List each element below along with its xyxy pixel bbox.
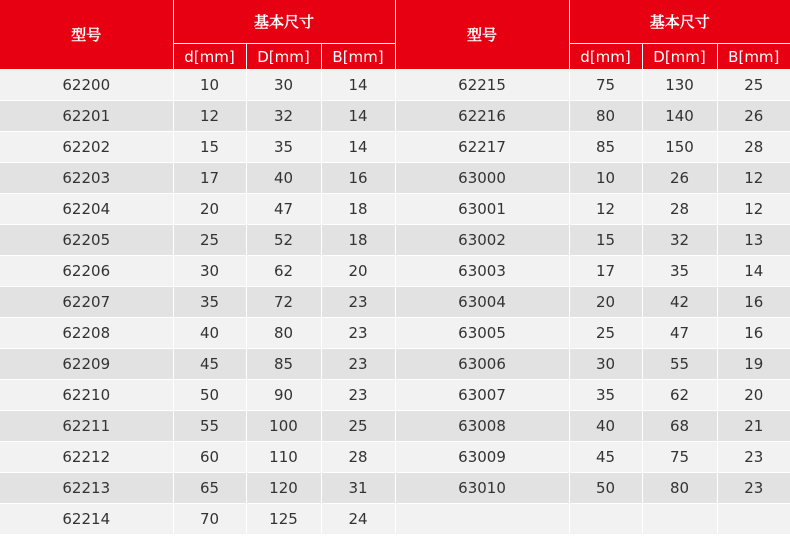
cell-right-d: 75 — [569, 70, 642, 101]
cell-left-model: 62206 — [0, 256, 173, 287]
cell-right-model: 63001 — [395, 194, 569, 225]
cell-left-d: 30 — [173, 256, 246, 287]
cell-right-B: 12 — [717, 194, 790, 225]
cell-left-D: 40 — [246, 163, 321, 194]
cell-right-D: 55 — [642, 349, 717, 380]
cell-left-B: 23 — [321, 318, 395, 349]
cell-left-D: 110 — [246, 442, 321, 473]
cell-right-d: 30 — [569, 349, 642, 380]
cell-left-D: 125 — [246, 504, 321, 535]
cell-right-model: 63000 — [395, 163, 569, 194]
cell-right-B: 26 — [717, 101, 790, 132]
table-row — [0, 225, 790, 256]
cell-right-d: 80 — [569, 101, 642, 132]
cell-right-d: 17 — [569, 256, 642, 287]
cell-right-D: 26 — [642, 163, 717, 194]
cell-left-B: 23 — [321, 380, 395, 411]
cell-right-B: 23 — [717, 473, 790, 504]
cell-left-B: 16 — [321, 163, 395, 194]
table-row — [0, 349, 790, 380]
cell-right-B: 16 — [717, 318, 790, 349]
cell-left-B: 28 — [321, 442, 395, 473]
cell-right-B: 21 — [717, 411, 790, 442]
cell-right-D — [642, 504, 717, 535]
cell-left-model: 62204 — [0, 194, 173, 225]
cell-right-D: 42 — [642, 287, 717, 318]
cell-left-D: 100 — [246, 411, 321, 442]
cell-left-D: 35 — [246, 132, 321, 163]
table-row — [0, 287, 790, 318]
cell-left-d: 40 — [173, 318, 246, 349]
cell-left-d: 60 — [173, 442, 246, 473]
cell-right-D: 150 — [642, 132, 717, 163]
cell-left-model: 62211 — [0, 411, 173, 442]
cell-left-B: 14 — [321, 70, 395, 101]
cell-right-d: 10 — [569, 163, 642, 194]
header-D-right: D[mm] — [642, 44, 717, 70]
cell-right-B: 14 — [717, 256, 790, 287]
cell-right-model: 63003 — [395, 256, 569, 287]
cell-right-model: 63010 — [395, 473, 569, 504]
cell-left-B: 31 — [321, 473, 395, 504]
cell-left-D: 90 — [246, 380, 321, 411]
header-d-left: d[mm] — [173, 44, 246, 70]
cell-left-model: 62208 — [0, 318, 173, 349]
cell-right-B: 16 — [717, 287, 790, 318]
cell-right-D: 80 — [642, 473, 717, 504]
cell-left-D: 72 — [246, 287, 321, 318]
cell-right-d: 85 — [569, 132, 642, 163]
cell-left-d: 50 — [173, 380, 246, 411]
cell-left-d: 17 — [173, 163, 246, 194]
cell-left-model: 62201 — [0, 101, 173, 132]
table-row — [0, 101, 790, 132]
cell-left-D: 52 — [246, 225, 321, 256]
header-B-left: B[mm] — [321, 44, 395, 70]
header-d-right: d[mm] — [569, 44, 642, 70]
cell-right-B: 12 — [717, 163, 790, 194]
header-row-top — [0, 0, 790, 44]
table-row — [0, 70, 790, 101]
cell-left-D: 47 — [246, 194, 321, 225]
cell-right-model: 63002 — [395, 225, 569, 256]
cell-left-D: 120 — [246, 473, 321, 504]
cell-right-D: 28 — [642, 194, 717, 225]
table-row — [0, 380, 790, 411]
cell-left-B: 25 — [321, 411, 395, 442]
cell-left-B: 14 — [321, 101, 395, 132]
cell-right-model — [395, 504, 569, 535]
cell-left-d: 65 — [173, 473, 246, 504]
cell-right-model: 62216 — [395, 101, 569, 132]
cell-right-B: 20 — [717, 380, 790, 411]
cell-right-D: 35 — [642, 256, 717, 287]
cell-right-d: 45 — [569, 442, 642, 473]
cell-left-model: 62207 — [0, 287, 173, 318]
cell-left-model: 62205 — [0, 225, 173, 256]
cell-right-B: 28 — [717, 132, 790, 163]
cell-right-B: 13 — [717, 225, 790, 256]
cell-left-model: 62209 — [0, 349, 173, 380]
cell-left-model: 62203 — [0, 163, 173, 194]
cell-left-B: 23 — [321, 349, 395, 380]
table-row — [0, 194, 790, 225]
cell-right-d: 35 — [569, 380, 642, 411]
cell-left-B: 20 — [321, 256, 395, 287]
cell-right-B: 25 — [717, 70, 790, 101]
cell-right-d: 40 — [569, 411, 642, 442]
cell-left-d: 12 — [173, 101, 246, 132]
cell-right-D: 75 — [642, 442, 717, 473]
cell-left-d: 25 — [173, 225, 246, 256]
table-row — [0, 132, 790, 163]
cell-right-model: 62215 — [395, 70, 569, 101]
cell-right-B: 19 — [717, 349, 790, 380]
header-model-left: 型号 — [0, 0, 173, 70]
header-D-left: D[mm] — [246, 44, 321, 70]
table-row — [0, 318, 790, 349]
header-B-right: B[mm] — [717, 44, 790, 70]
cell-right-model: 63007 — [395, 380, 569, 411]
cell-right-model: 62217 — [395, 132, 569, 163]
cell-right-model: 63009 — [395, 442, 569, 473]
cell-right-D: 130 — [642, 70, 717, 101]
cell-right-B: 23 — [717, 442, 790, 473]
cell-right-d: 50 — [569, 473, 642, 504]
cell-left-model: 62212 — [0, 442, 173, 473]
cell-left-model: 62200 — [0, 70, 173, 101]
cell-left-model: 62214 — [0, 504, 173, 535]
table-row — [0, 163, 790, 194]
cell-left-model: 62213 — [0, 473, 173, 504]
cell-left-d: 55 — [173, 411, 246, 442]
cell-left-D: 80 — [246, 318, 321, 349]
cell-left-B: 18 — [321, 225, 395, 256]
cell-right-d: 25 — [569, 318, 642, 349]
table-row — [0, 256, 790, 287]
cell-left-B: 18 — [321, 194, 395, 225]
cell-left-B: 23 — [321, 287, 395, 318]
cell-right-D: 62 — [642, 380, 717, 411]
cell-left-D: 62 — [246, 256, 321, 287]
cell-right-B — [717, 504, 790, 535]
table-row — [0, 504, 790, 535]
cell-left-model: 62210 — [0, 380, 173, 411]
cell-right-D: 32 — [642, 225, 717, 256]
cell-left-d: 45 — [173, 349, 246, 380]
cell-left-d: 70 — [173, 504, 246, 535]
table-row — [0, 473, 790, 504]
cell-right-d — [569, 504, 642, 535]
table-body — [0, 70, 790, 535]
cell-right-d: 20 — [569, 287, 642, 318]
cell-right-model: 63006 — [395, 349, 569, 380]
cell-right-D: 47 — [642, 318, 717, 349]
header-model-right: 型号 — [395, 0, 569, 70]
cell-left-B: 24 — [321, 504, 395, 535]
cell-right-model: 63005 — [395, 318, 569, 349]
cell-left-D: 85 — [246, 349, 321, 380]
cell-left-d: 35 — [173, 287, 246, 318]
cell-left-d: 15 — [173, 132, 246, 163]
cell-left-d: 20 — [173, 194, 246, 225]
table-row — [0, 442, 790, 473]
cell-left-d: 10 — [173, 70, 246, 101]
cell-right-model: 63004 — [395, 287, 569, 318]
cell-left-D: 30 — [246, 70, 321, 101]
cell-left-model: 62202 — [0, 132, 173, 163]
header-dims-left: 基本尺寸 — [173, 0, 395, 44]
cell-right-D: 68 — [642, 411, 717, 442]
cell-right-model: 63008 — [395, 411, 569, 442]
table-row — [0, 411, 790, 442]
cell-right-d: 12 — [569, 194, 642, 225]
cell-right-D: 140 — [642, 101, 717, 132]
header-dims-right: 基本尺寸 — [569, 0, 790, 44]
cell-left-D: 32 — [246, 101, 321, 132]
cell-right-d: 15 — [569, 225, 642, 256]
cell-left-B: 14 — [321, 132, 395, 163]
